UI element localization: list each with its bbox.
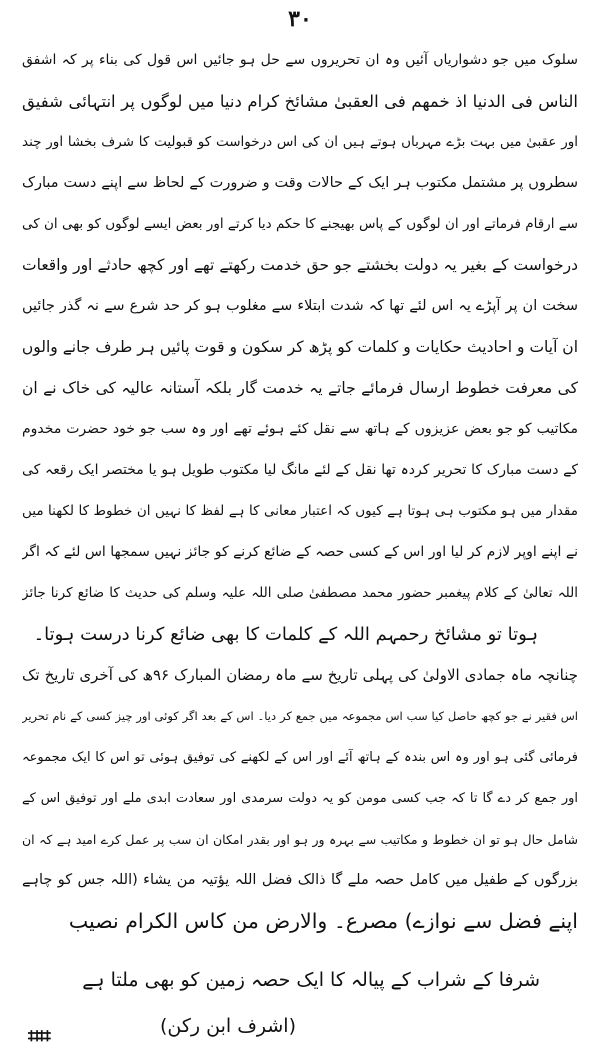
author-attribution: (اشرف ابن رکن) — [160, 1015, 296, 1037]
verse-line — [82, 960, 540, 1000]
text-line: ان آیات و احادیث حکایات و کلمات کو پڑھ کر سکون و قوت پائیں ہر طرف جانے والوں — [22, 338, 578, 356]
text-line: سے ارقام فرماتے اور ان لوگوں کے پاس بھیجنے کا حکم دیا کرتے اور بعض ایسے لوگوں کو بھی ان کی — [22, 216, 578, 232]
text-line: بزرگوں کے طفیل میں کامل حصہ ملے گا ذالک فضل اللہ یؤتیہ من یشاء (اللہ جس کو چاہے — [22, 872, 578, 888]
text-line: کی معرفت خطوط ارسال فرمائے جاتے یہ خدمت گار بلکہ آستانہ عالیہ کی خاک نے ان — [22, 379, 578, 397]
text-line: اس فقیر نے جو کچھ حاصل کیا سب اس مجموعہ میں جمع کر دیا۔ اس کے بعد اگر کوئی اور چیز کسی کے نام تحریر — [22, 709, 578, 723]
text-line-misra: اپنے فضل سے نوازے) مصرع۔ والارض من کاس الکرام نصیب — [68, 909, 578, 933]
text-line: نے اپنے اوپر لازم کر لیا اور اس کے کسی حصہ کے ضائع کرنے کو جائز نہیں سمجھا اس لئے کہ اگر — [22, 544, 578, 560]
text-line: مکاتیب کو جو بعض عزیزوں کے ہاتھ سے نقل کئے ہوئے تھے اور وہ سب جو خود حضرت مخدوم — [22, 421, 578, 437]
text-line-paragraph-end: ہوتا تو مشائخ رحمہم اللہ کے کلمات کا بھی ضائع کرنا درست ہوتا۔ — [33, 624, 538, 645]
text-line: اور عقبیٰ میں بہت بڑے مہرباں ہوتے ہیں ان کی اس درخواست کو قبولیت کا شرف بخشا اور چند — [22, 134, 578, 150]
text-line: سلوک میں جو دشواریاں آئیں وہ ان تحریروں سے حل ہو جائیں اس قول کی بناء پر کہ اشفق — [22, 52, 578, 68]
page-number: ۳۰ — [288, 6, 312, 32]
text-line: مقدار میں ہو مکتوب ہی ہوتا ہے کیوں کہ اعتبار معانی کا ہے لفظ کا نہیں ان خطوط کا لکھنا میں — [22, 503, 578, 519]
text-line: کے دست مبارک کا تحریر کردہ تھا نقل کے لئے مانگ لیا مکتوب طویل ہو یا مختصر ایک رقعہ کی — [22, 462, 578, 478]
text-line: شامل حال ہو تو ان خطوط و مکاتیب سے بہرہ ور ہو اور بقدر امکان ان سب پر عمل کرے امید ہے کہ ان — [22, 832, 578, 847]
body-text — [22, 40, 578, 942]
text-line: اور جمع کر دے گا تا کہ جب کسی مومن کو یہ دولت سرمدی اور سعادت ابدی ملے اور توفیق اس کے — [22, 791, 578, 806]
text-line: سطروں پر مشتمل مکتوب ہر ایک کے حالات وقت و ضرورت کے لحاظ سے اپنے دست مبارک — [22, 175, 578, 191]
text-line: درخواست کے بغیر یہ دولت بخشتے جو حق خدمت رکھتے تھے اور کچھ حادثے اور واقعات — [22, 256, 578, 274]
text-line: سخت ان پر آپڑے یہ اس لئے تھا کہ شدت ابتلاء سے مغلوب ہو کر حد شرع سے نہ گذر جائیں — [22, 298, 578, 314]
text-line-paragraph-start: چنانچہ ماہ جمادی الاولیٰ کی پہلی تاریخ سے ماہ رمضان المبارک ۹۶ھ کی آخری تاریخ تک — [22, 666, 578, 684]
text-line: فرمائی گئی ہو اور وہ اس بندہ کے ہاتھ آئے اور اس کے لکھنے کی توفیق ہوئی تو اس کا ایک مجموعہ — [22, 750, 578, 765]
ornament-icon: ⌗⌗ — [28, 1024, 49, 1049]
text-line: اللہ تعالیٰ کے کلام پیغمبر حضور محمد مصطفیٰ صلی اللہ علیہ وسلم کی حدیث کا ضائع کرنا جائز — [22, 585, 578, 601]
verse-text: شرفا کے شراب کے پیالہ کا ایک حصہ زمین کو بھی ملتا ہے — [82, 969, 540, 991]
text-line: الناس فی الدنیا اذ خمھم فی العقبیٰ مشائخ کرام دنیا میں لوگوں پر انتہائی شفیق — [22, 92, 578, 111]
